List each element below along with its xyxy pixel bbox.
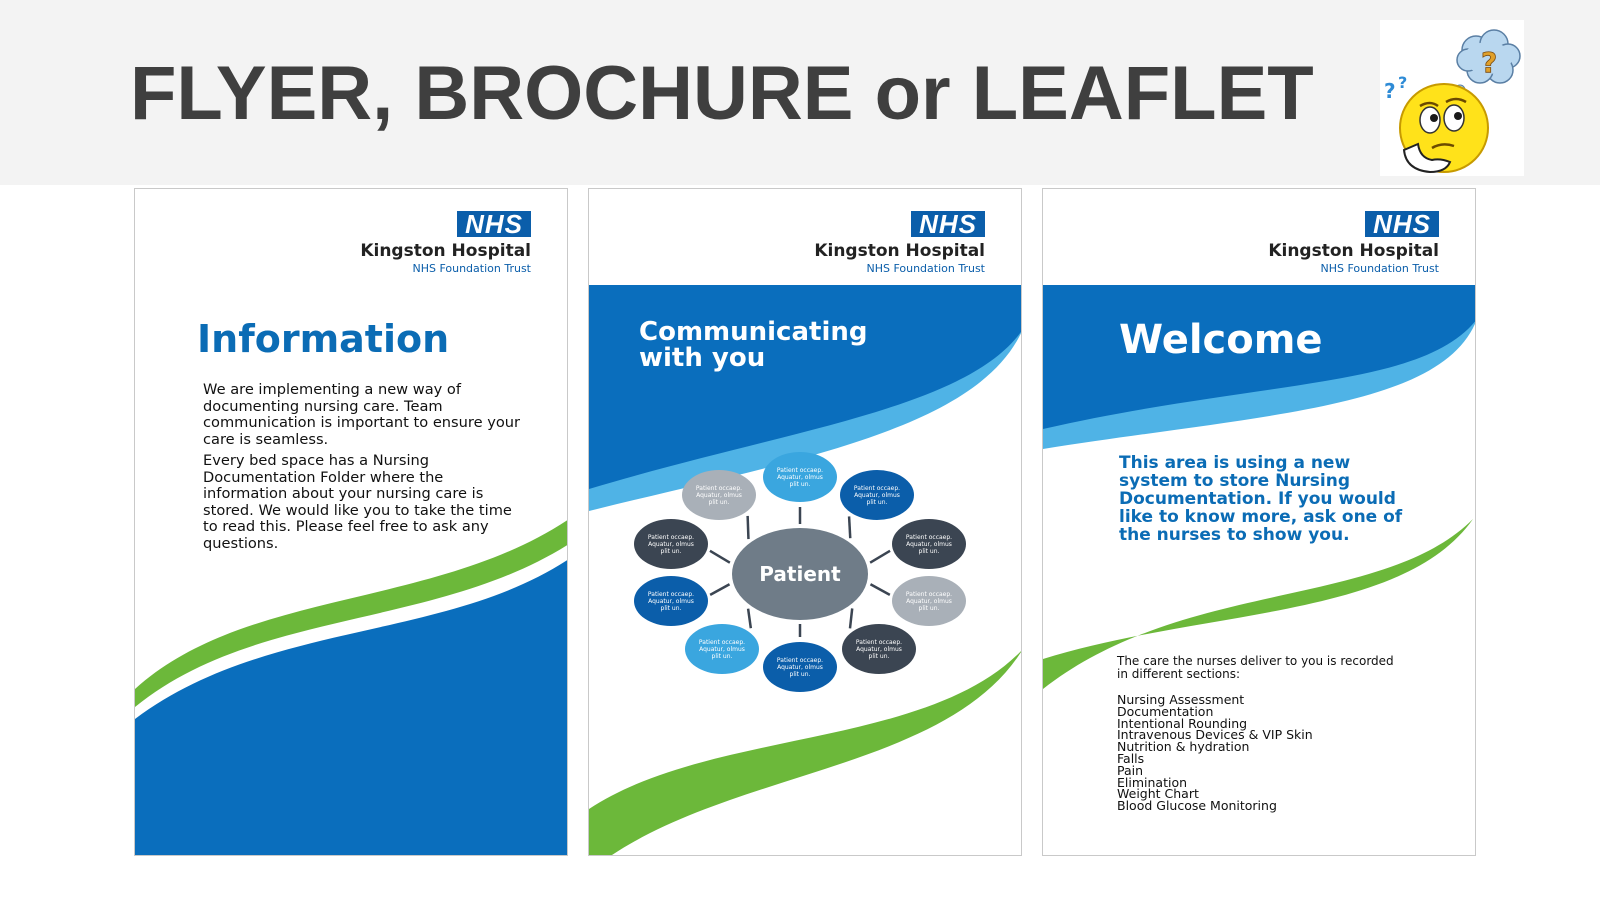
hospital-branding <box>1268 211 1439 275</box>
communicating-heading-line: with you <box>639 343 766 373</box>
svg-text:?: ? <box>1481 46 1498 79</box>
patient-satellite-label: Aquatur, olmus <box>777 664 823 671</box>
patient-satellite-label: Patient occaep. <box>698 639 746 646</box>
svg-text:?: ? <box>1398 73 1408 92</box>
nhs-logo: NHS <box>457 211 531 237</box>
hospital-branding <box>360 211 531 275</box>
information-paragraph: We are implementing a new way of documenting nursing care. Team communication is important to ensure your care is seamless. <box>203 381 521 448</box>
welcome-heading: Welcome <box>1119 317 1323 363</box>
care-section-item: Falls <box>1117 750 1145 766</box>
communicating-leaflet <box>588 188 1022 856</box>
hospital-name: Kingston Hospital <box>1268 241 1439 261</box>
information-paragraph: Every bed space has a Nursing Documentation Folder where the information about your nursing care is stored. We would like you to take the time to read this. Please feel free to ask any questions. <box>203 452 512 552</box>
diagram-connector <box>849 516 850 538</box>
communicating-heading <box>639 319 867 371</box>
diagram-connector <box>870 584 889 595</box>
care-sections-list <box>1117 694 1397 812</box>
patient-satellite-label: Aquatur, olmus <box>648 541 694 548</box>
patient-satellite-label: plit un. <box>918 605 940 612</box>
slide-title: FLYER, BROCHURE or LEAFLET <box>130 51 1314 136</box>
nhs-logo: NHS <box>911 211 985 237</box>
patient-satellite-label: Aquatur, olmus <box>699 646 745 653</box>
patient-satellite-label: Patient occaep. <box>853 485 901 492</box>
nhs-logo: NHS <box>1365 211 1439 237</box>
patient-satellite-label: plit un. <box>660 605 682 612</box>
welcome-care-text: The care the nurses deliver to you is recorded in different sections: <box>1117 654 1394 681</box>
care-section-item: Blood Glucose Monitoring <box>1117 798 1277 814</box>
thinking-face-icon <box>1380 20 1524 176</box>
care-section-item: Nutrition & hydration <box>1117 739 1250 755</box>
patient-satellite-label: plit un. <box>868 653 890 660</box>
information-body <box>203 382 523 557</box>
trust-name: NHS Foundation Trust <box>412 262 531 275</box>
care-section-item: Intravenous Devices & VIP Skin <box>1117 727 1313 743</box>
care-section-item: Nursing Assessment <box>1117 692 1245 707</box>
care-section-item: Documentation <box>1117 703 1214 719</box>
patient-satellite-label: Patient occaep. <box>647 591 695 598</box>
hospital-branding <box>814 211 985 275</box>
patient-satellite-label: plit un. <box>711 653 733 660</box>
patient-satellite-label: Patient occaep. <box>776 467 824 474</box>
patient-satellite-label: plit un. <box>789 481 811 488</box>
diagram-connector <box>748 516 749 539</box>
patient-satellite-label: Patient occaep. <box>695 485 743 492</box>
patient-satellite-label: Aquatur, olmus <box>906 598 952 605</box>
trust-name: NHS Foundation Trust <box>866 262 985 275</box>
patient-satellite-label: Patient occaep. <box>776 657 824 664</box>
patient-satellite-label: plit un. <box>708 499 730 506</box>
patient-satellite-label: Patient occaep. <box>855 639 903 646</box>
patient-communication-diagram <box>589 439 1022 709</box>
patient-satellite-label: Patient occaep. <box>905 534 953 541</box>
information-heading: Information <box>197 317 450 361</box>
patient-satellite-label: Patient occaep. <box>647 534 695 541</box>
care-section-item: Intentional Rounding <box>1117 715 1248 731</box>
diagram-connector <box>870 551 890 563</box>
care-section-item: Weight Chart <box>1117 786 1199 802</box>
information-leaflet <box>134 188 568 856</box>
diagram-connector <box>710 584 729 595</box>
welcome-leaflet <box>1042 188 1476 856</box>
welcome-intro: This area is using a new system to store Nursing Documentation. If you would like to know more, ask one of the nurses to show you. <box>1119 453 1403 545</box>
patient-satellite-label: Aquatur, olmus <box>854 492 900 499</box>
patient-satellite-label: plit un. <box>866 499 888 506</box>
hospital-name: Kingston Hospital <box>814 241 985 261</box>
patient-satellite-label: plit un. <box>918 548 940 555</box>
svg-text:?: ? <box>1384 79 1396 103</box>
diagram-connector <box>850 608 852 628</box>
patient-satellite-label: Patient occaep. <box>905 591 953 598</box>
patient-satellite-label: Aquatur, olmus <box>648 598 694 605</box>
patient-satellite-label: Aquatur, olmus <box>906 541 952 548</box>
care-section-item: Pain <box>1117 762 1144 778</box>
trust-name: NHS Foundation Trust <box>1320 262 1439 275</box>
care-section-item: Elimination <box>1117 774 1188 790</box>
patient-center-label: Patient <box>759 562 841 586</box>
patient-satellite-label: Aquatur, olmus <box>856 646 902 653</box>
communicating-heading-line: Communicating <box>639 317 868 347</box>
diagram-connector <box>748 609 751 629</box>
diagram-connector <box>710 551 730 563</box>
patient-satellite-label: Aquatur, olmus <box>696 492 742 499</box>
hospital-name: Kingston Hospital <box>360 241 531 261</box>
patient-satellite-label: plit un. <box>789 671 811 678</box>
patient-satellite-label: Aquatur, olmus <box>777 474 823 481</box>
patient-satellite-label: plit un. <box>660 548 682 555</box>
